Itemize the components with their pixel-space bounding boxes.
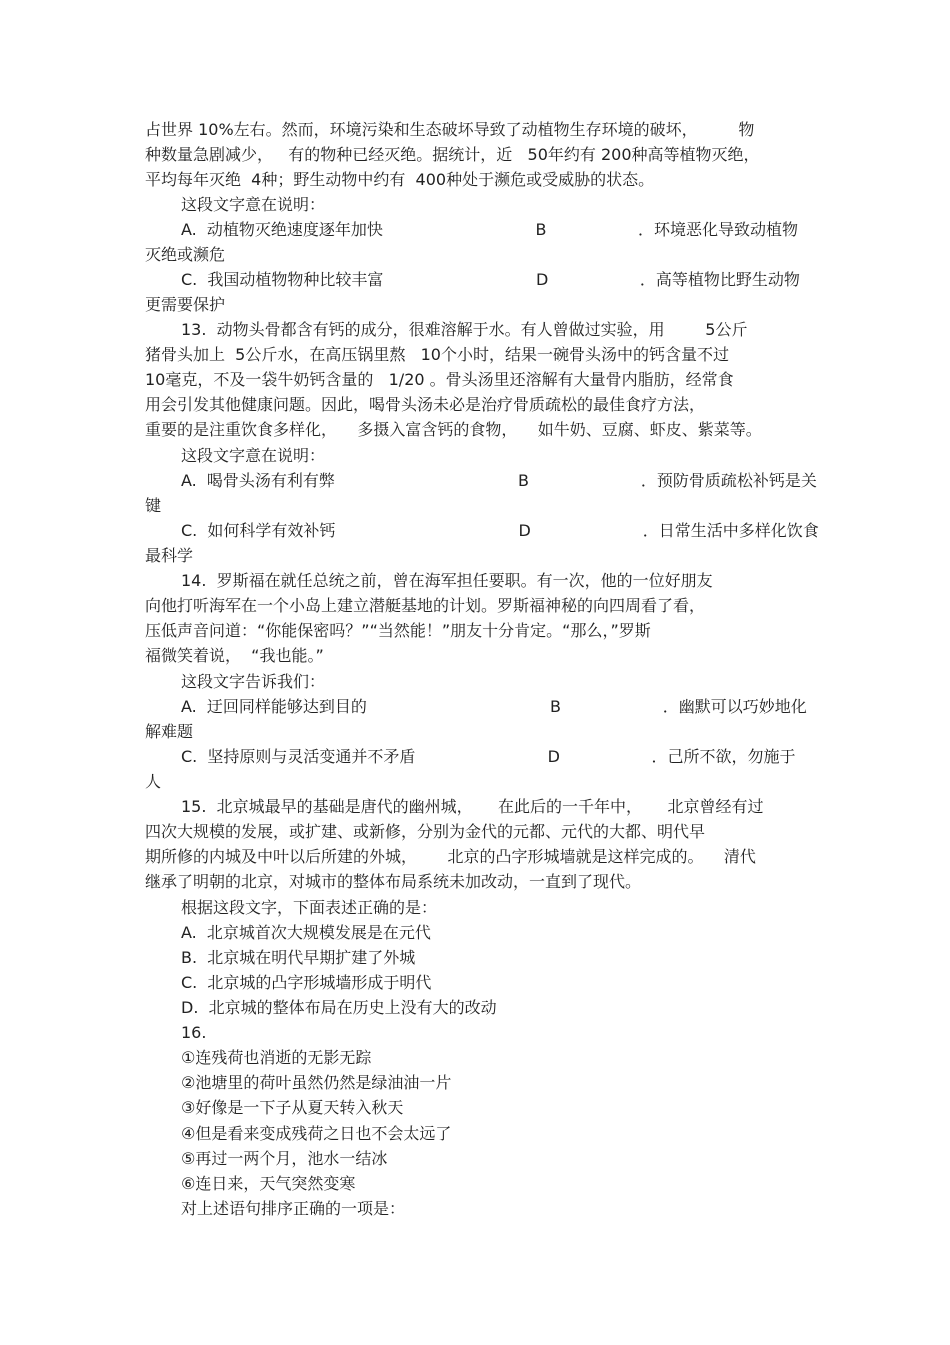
text-line: 这段文字意在说明： (181, 195, 326, 214)
text-line: 猪骨头加上 5公斤水，在高压锅里熬 10个小时，结果一碗骨头汤中的钙含量不过 (145, 345, 729, 364)
text-line: 种数量急剧减少， 有的物种已经灭绝。据统计，近 50年约有 200种高等植物灭绝， (145, 145, 760, 164)
text-line: 占世界 10%左右。然而，环境污染和生态破坏导致了动植物生存环境的破坏， 物 (145, 120, 755, 139)
text-line: C. 如何科学有效补钙 D ．日常生活中多样化饮食 (181, 521, 819, 540)
text-line: 福微笑着说， “我也能。” (145, 646, 324, 665)
text-line: C. 我国动植物物种比较丰富 D ．高等植物比野生动物 (181, 270, 800, 289)
text-line: 更需要保护 (145, 295, 226, 314)
text-line: 人 (145, 772, 162, 791)
text-line: A. 迂回同样能够达到目的 B ．幽默可以巧妙地化 (181, 697, 807, 716)
text-line: ②池塘里的荷叶虽然仍然是绿油油一片 (181, 1073, 452, 1092)
text-line: 四次大规模的发展，或扩建、或新修，分别为金代的元都、元代的大都、明代早 (145, 822, 706, 841)
text-line: A. 喝骨头汤有利有弊 B ．预防骨质疏松补钙是关 (181, 471, 817, 490)
text-line: 这段文字告诉我们： (181, 672, 326, 691)
text-line: 解难题 (145, 722, 194, 741)
text-line: C. 坚持原则与灵活变通并不矛盾 D ．己所不欲，勿施于 (181, 747, 796, 766)
text-line: 16. (181, 1023, 207, 1042)
text-line: 对上述语句排序正确的一项是： (181, 1199, 406, 1218)
text-line: C. 北京城的凸字形城墙形成于明代 (181, 973, 432, 992)
text-line: 压低声音问道：“你能保密吗？”“当然能！”朋友十分肯定。“那么，”罗斯 (145, 621, 651, 640)
text-line: 键 (145, 496, 162, 515)
text-line: 继承了明朝的北京，对城市的整体布局系统未加改动，一直到了现代。 (145, 872, 642, 891)
text-line: ③好像是一下子从夏天转入秋天 (181, 1098, 404, 1117)
text-line: 期所修的内城及中叶以后所建的外城， 北京的凸字形城墙就是这样完成的。 清代 (145, 847, 756, 866)
text-line: 14. 罗斯福在就任总统之前，曾在海军担任要职。有一次，他的一位好朋友 (181, 571, 713, 590)
text-line: 这段文字意在说明： (181, 446, 326, 465)
text-line: 根据这段文字，下面表述正确的是： (181, 898, 438, 917)
text-line: 13. 动物头骨都含有钙的成分，很难溶解于水。有人曾做过实验，用 5公斤 (181, 320, 748, 339)
text-line: A. 北京城首次大规模发展是在元代 (181, 923, 431, 942)
text-line: 用会引发其他健康问题。因此，喝骨头汤未必是治疗骨质疏松的最佳食疗方法， (145, 395, 706, 414)
text-line: 重要的是注重饮食多样化， 多摄入富含钙的食物， 如牛奶、豆腐、虾皮、紫菜等。 (145, 420, 762, 439)
text-line: B. 北京城在明代早期扩建了外城 (181, 948, 416, 967)
text-line: 平均每年灭绝 4种；野生动物中约有 400种处于濒危或受威胁的状态。 (145, 170, 655, 189)
text-line: 向他打听海军在一个小岛上建立潜艇基地的计划。罗斯福神秘的向四周看了看， (145, 596, 706, 615)
text-line: A. 动植物灭绝速度逐年加快 B ．环境恶化导致动植物 (181, 220, 799, 239)
text-line: ⑤再过一两个月，池水一结冰 (181, 1149, 388, 1168)
text-line: 灭绝或濒危 (145, 245, 226, 264)
text-line: 15. 北京城最早的基础是唐代的幽州城， 在此后的一千年中， 北京曾经有过 (181, 797, 764, 816)
text-line: ④但是看来变成残荷之日也不会太远了 (181, 1124, 452, 1143)
text-line: ⑥连日来，天气突然变寒 (181, 1174, 356, 1193)
text-line: D. 北京城的整体布局在历史上没有大的改动 (181, 998, 497, 1017)
text-line: 10毫克，不及一袋牛奶钙含量的 1/20 。骨头汤里还溶解有大量骨内脂肪，经常食 (145, 370, 734, 389)
text-line: 最科学 (145, 546, 194, 565)
text-line: ①连残荷也消逝的无影无踪 (181, 1048, 372, 1067)
